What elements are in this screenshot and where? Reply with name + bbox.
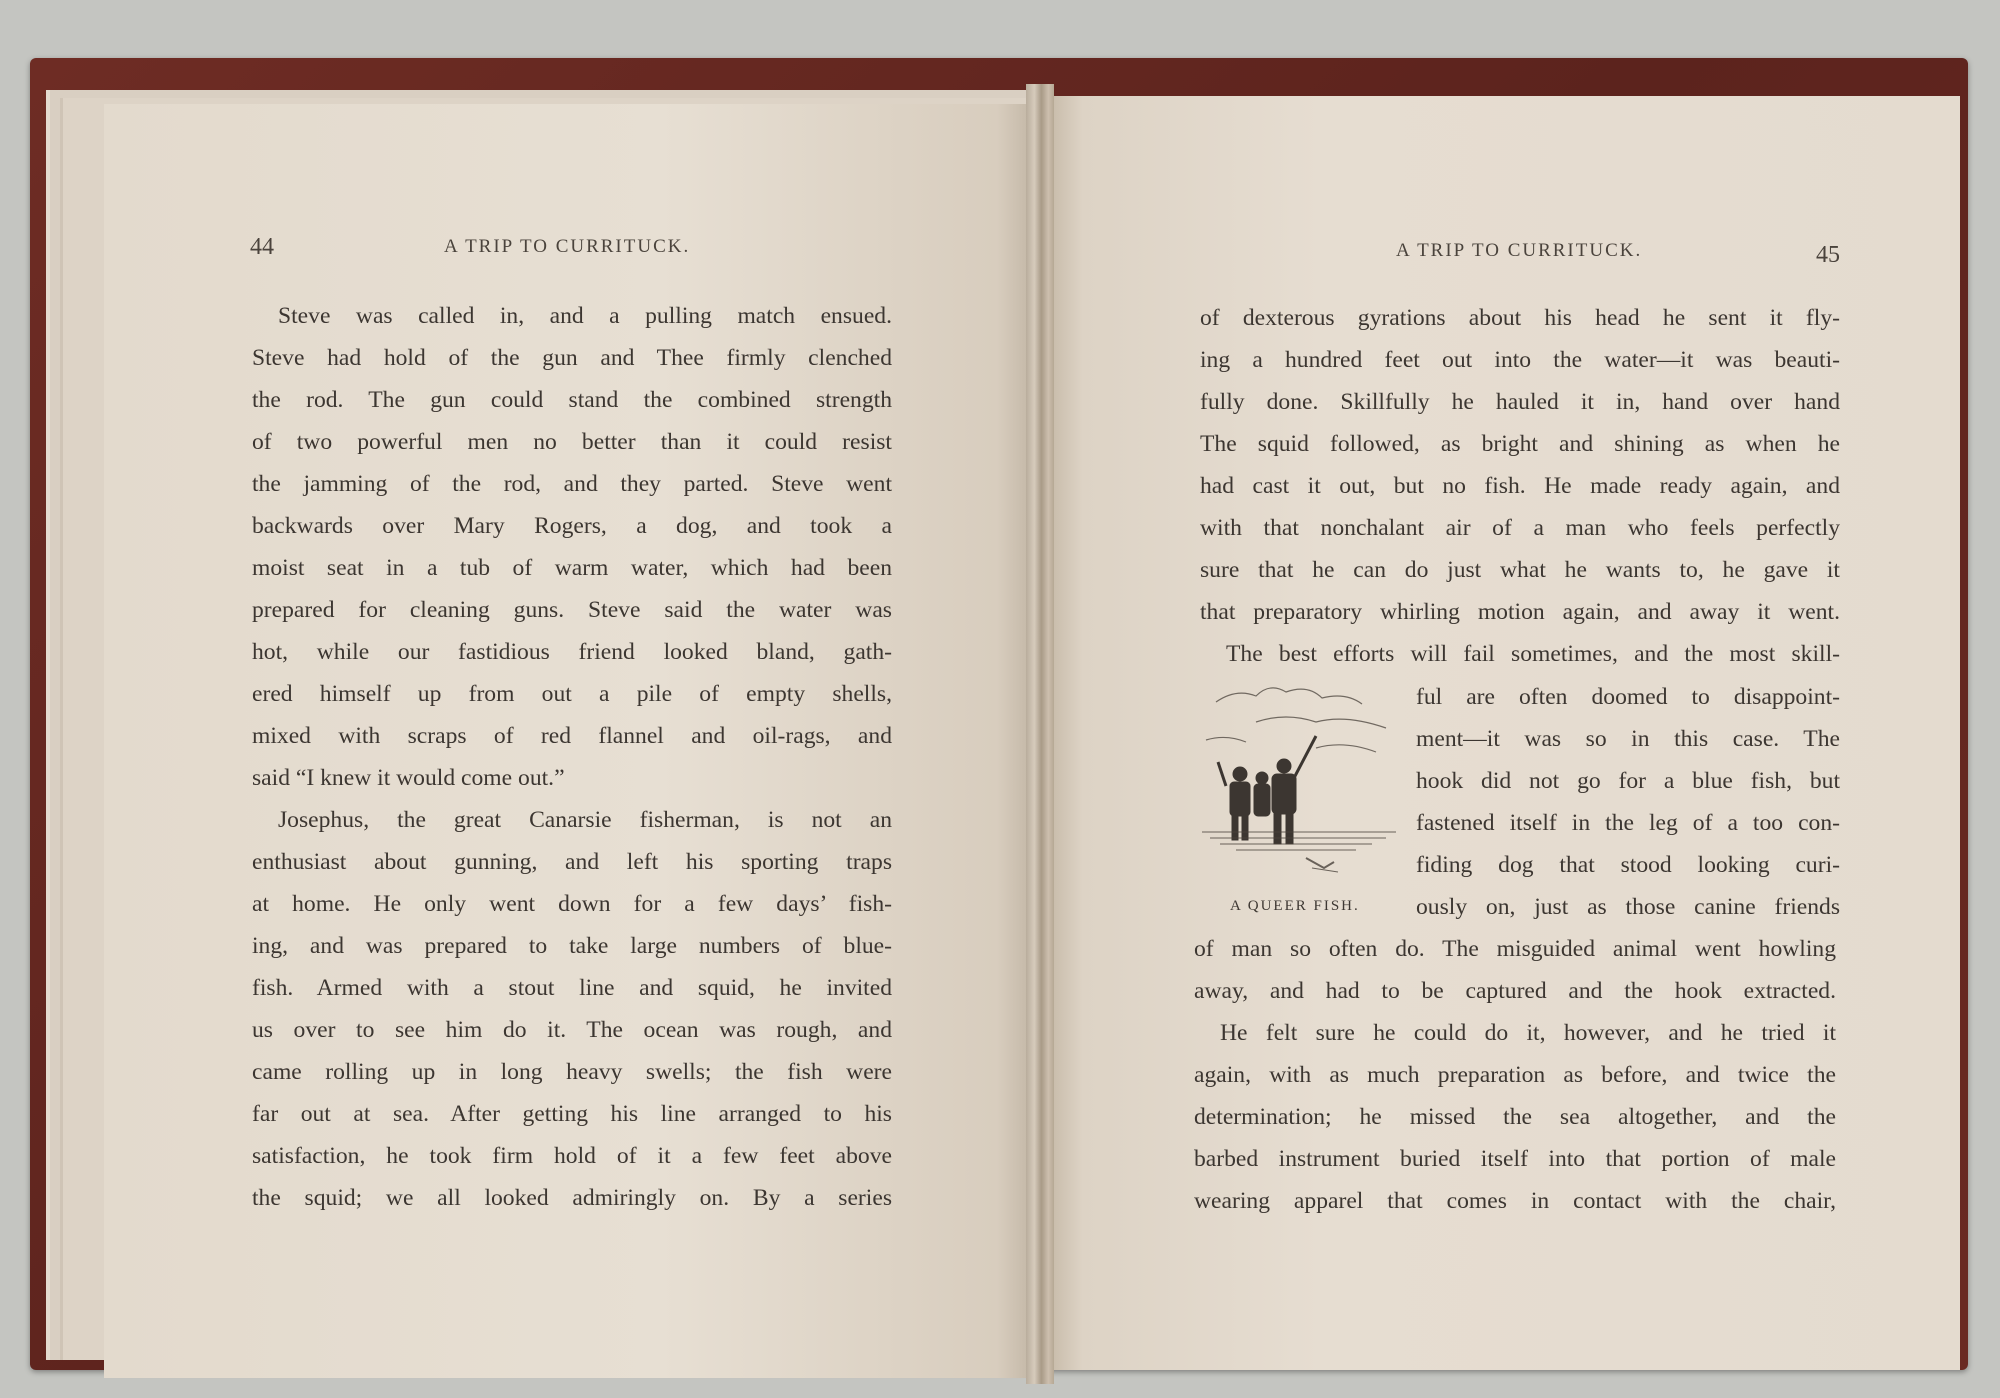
text-line: ously on, just as those canine friends	[1416, 894, 1840, 920]
text-line: ful are often doomed to disappoint-	[1416, 684, 1840, 710]
text-line: away, and had to be captured and the hook extracted.	[1194, 978, 1836, 1004]
text-line: came rolling up in long heavy swells; the fish were	[252, 1059, 892, 1085]
text-line: The best efforts will fail sometimes, and the most skill-	[1226, 641, 1840, 667]
text-line: fastened itself in the leg of a too con-	[1416, 810, 1840, 836]
book-gutter	[1026, 84, 1054, 1384]
text-line: Steve had hold of the gun and Thee firmly clenched	[252, 345, 892, 371]
text-line: The squid followed, as bright and shining as when he	[1200, 431, 1840, 457]
text-line: the rod. The gun could stand the combined strength	[252, 387, 892, 413]
text-line: prepared for cleaning guns. Steve said the water was	[252, 597, 892, 623]
text-line: again, with as much preparation as before, and twice the	[1194, 1062, 1836, 1088]
right-page-body-wrap	[1416, 676, 1840, 928]
text-line: far out at sea. After getting his line arranged to his	[252, 1101, 892, 1127]
text-line: with that nonchalant air of a man who feels perfectly	[1200, 515, 1840, 541]
text-line: He felt sure he could do it, however, and he tried it	[1220, 1020, 1836, 1046]
text-line: Josephus, the great Canarsie fisherman, is not an	[278, 807, 892, 833]
text-line: barbed instrument buried itself into that portion of male	[1194, 1146, 1836, 1172]
text-line: ered himself up from out a pile of empty shells,	[252, 681, 892, 707]
text-line: ment—it was so in this case. The	[1416, 726, 1840, 752]
text-line: moist seat in a tub of warm water, which had been	[252, 555, 892, 581]
text-line: at home. He only went down for a few days’ fish-	[252, 891, 892, 917]
text-line: determination; he missed the sea altogether, and the	[1194, 1104, 1836, 1130]
text-line: fully done. Skillfully he hauled it in, hand over hand	[1200, 389, 1840, 415]
text-line: that preparatory whirling motion again, and away it went.	[1200, 599, 1840, 625]
illustration-caption: A QUEER FISH.	[1230, 898, 1360, 914]
text-line: backwards over Mary Rogers, a dog, and took a	[252, 513, 892, 539]
text-line: ing a hundred feet out into the water—it was beauti-	[1200, 347, 1840, 373]
text-line: Steve was called in, and a pulling match ensued.	[278, 303, 892, 329]
text-line: had cast it out, but no fish. He made ready again, and	[1200, 473, 1840, 499]
text-line: wearing apparel that comes in contact with the chair,	[1194, 1188, 1836, 1214]
right-page-number: 45	[1816, 242, 1840, 268]
text-line: the jamming of the rod, and they parted. Steve went	[252, 471, 892, 497]
text-line: of man so often do. The misguided animal went howling	[1194, 936, 1836, 962]
text-line: of dexterous gyrations about his head he sent it fly-	[1200, 305, 1840, 331]
text-line: satisfaction, he took firm hold of it a few feet above	[252, 1143, 892, 1169]
text-line: sure that he can do just what he wants to, he gave it	[1200, 557, 1840, 583]
left-running-head: A TRIP TO CURRITUCK.	[444, 236, 691, 257]
text-line: ing, and was prepared to take large numbers of blue-	[252, 933, 892, 959]
text-line: said “I knew it would come out.”	[252, 765, 565, 791]
text-line: fish. Armed with a stout line and squid, he invited	[252, 975, 892, 1001]
fishing-illustration	[1196, 682, 1402, 882]
text-line: the squid; we all looked admiringly on. By a series	[252, 1185, 892, 1211]
left-page-body	[252, 295, 892, 1219]
text-line: of two powerful men no better than it could resist	[252, 429, 892, 455]
text-line: us over to see him do it. The ocean was rough, and	[252, 1017, 892, 1043]
text-line: enthusiast about gunning, and left his sporting traps	[252, 849, 892, 875]
right-page-body-bottom	[1194, 928, 1836, 1222]
left-page-number: 44	[250, 234, 274, 260]
right-running-head: A TRIP TO CURRITUCK.	[1396, 240, 1643, 261]
right-page-body-top	[1200, 297, 1840, 675]
text-line: fiding dog that stood looking curi-	[1416, 852, 1840, 878]
text-line: mixed with scraps of red flannel and oil-rags, and	[252, 723, 892, 749]
text-line: hook did not go for a blue fish, but	[1416, 768, 1840, 794]
text-line: hot, while our fastidious friend looked bland, gath-	[252, 639, 892, 665]
